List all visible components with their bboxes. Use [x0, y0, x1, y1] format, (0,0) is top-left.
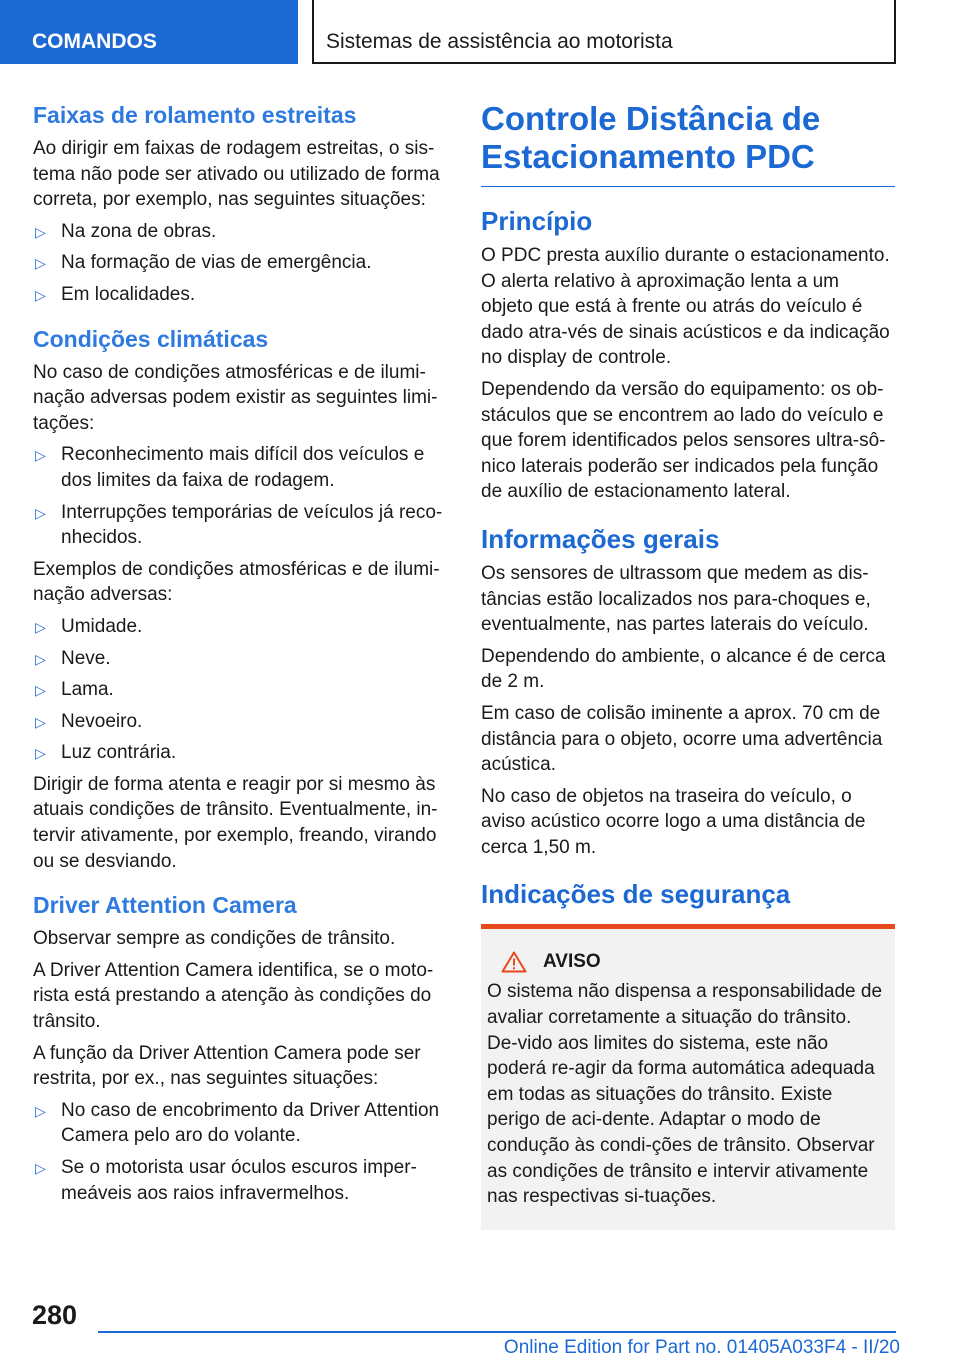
list-item: ▷ Interrupções temporárias de veículos já reco-nhecidos. [35, 501, 443, 549]
triangle-bullet-icon: ▷ [35, 286, 46, 303]
paragraph: No caso de condições atmosféricas e de ilumi-nação adversas podem existir as seguintes limi-tações: [33, 361, 438, 434]
triangle-bullet-icon: ▷ [35, 447, 46, 464]
triangle-bullet-icon: ▷ [35, 255, 46, 272]
warning-text: O sistema não dispensa a responsabilidade de avaliar corretamente a situação do trânsito. De-vido aos limites do sistema, este não poderá re-agir da forma automática adequada em todas as situações do trânsito. Existe perigo de aci-dente. Adaptar o modo de condução às condi-ções de trânsito. Observar as condições de trânsito e intervir ativamente nas respectivas si-tuações. [487, 981, 883, 1208]
list-item: ▷ No caso de encobrimento da Driver Attention Camera pelo aro do volante. [35, 1099, 440, 1147]
left-column [33, 100, 447, 1212]
page-title: Controle Distância de Estacionamento PDC [481, 100, 895, 187]
chapter-title: Sistemas de assistência ao motorista [312, 0, 896, 64]
warning-title [487, 949, 887, 975]
list-item: ▷ Nevoeiro. [33, 709, 447, 735]
paragraph: Dependendo do ambiente, o alcance é de cerca de 2 m. [481, 645, 886, 693]
triangle-bullet-icon: ▷ [35, 745, 46, 762]
list-item: ▷ Luz contrária. [33, 740, 447, 766]
heading-principle: Princípio [481, 206, 593, 236]
section-tab: COMANDOS [0, 0, 298, 64]
triangle-bullet-icon: ▷ [35, 682, 46, 699]
paragraph: Exemplos de condições atmosféricas e de ilumi-nação adversas: [33, 558, 440, 606]
page-number: 280 [32, 1300, 78, 1330]
heading-driver-camera: Driver Attention Camera [33, 892, 297, 919]
warning-box [481, 929, 895, 1229]
footer-edition: Online Edition for Part no. 01405A033F4 - II/20 [503, 1337, 900, 1358]
triangle-bullet-icon: ▷ [35, 1102, 46, 1119]
heading-general-info: Informações gerais [481, 523, 720, 554]
right-column [481, 100, 895, 1230]
list-item: ▷ Se o motorista usar óculos escuros imper-meáveis aos raios infravermelhos. [35, 1157, 417, 1204]
warning-label: AVISO [543, 951, 601, 973]
triangle-bullet-icon: ▷ [35, 1160, 46, 1176]
paragraph: Os sensores de ultrassom que medem as dis-tâncias estão localizados nos para-choques e, eventualmente, nas partes laterais do veículo. [481, 562, 871, 636]
bullet-list [33, 442, 447, 550]
list-item: ▷ Neve. [33, 646, 447, 672]
warning-triangle-icon [501, 951, 527, 973]
paragraph: Ao dirigir em faixas de rodagem estreitas, o sis-tema não pode ser ativado ou utilizado de forma correta, por exemplo, nas seguintes situações: [33, 138, 440, 211]
triangle-bullet-icon: ▷ [35, 618, 46, 635]
paragraph: No caso de objetos na traseira do veículo, o aviso acústico ocorre logo a uma distância de cerca 1,50 m. [481, 785, 866, 858]
paragraph: A função da Driver Attention Camera pode ser restrita, por ex., nas seguintes situações: [33, 1042, 421, 1090]
list-item: ▷ Lama. [33, 677, 447, 703]
bullet-list [33, 219, 447, 308]
triangle-bullet-icon: ▷ [35, 504, 46, 521]
bullet-list [33, 614, 447, 766]
triangle-bullet-icon: ▷ [35, 223, 46, 240]
paragraph: Dirigir de forma atenta e reagir por si mesmo às atuais condições de trânsito. Eventualmente, in-tervir ativamente, por exemplo, freando, virando ou se desviando. [33, 773, 438, 872]
paragraph: Em caso de colisão iminente a aprox. 70 cm de distância para o objeto, ocorre uma advertência acústica. [481, 702, 883, 776]
list-item: ▷ Reconhecimento mais difícil dos veículos e dos limites da faixa de rodagem. [35, 444, 425, 491]
list-item: ▷ Em localidades. [33, 282, 447, 308]
triangle-bullet-icon: ▷ [35, 713, 46, 730]
paragraph: Dependendo da versão do equipamento: os ob-stáculos que se encontrem ao lado do veículo e que forem identificados pelos sensores ultra-sô-nico laterais poderão ser indicados pela função de auxílio de estacionamento lateral. [481, 378, 886, 503]
heading-weather: Condições climáticas [33, 325, 269, 352]
bullet-list [33, 1098, 447, 1206]
list-item: ▷ Na formação de vias de emergência. [33, 250, 447, 276]
heading-safety: Indicações de segurança [481, 879, 791, 910]
paragraph: O PDC presta auxílio durante o estacionamento. O alerta relativo à aproximação lenta a um objeto que está à frente ou atrás do veículo é dado atra-vés de sinais acústicos e da indicação no display de controle. [481, 245, 890, 369]
triangle-bullet-icon: ▷ [35, 650, 46, 667]
paragraph: Observar sempre as condições de trânsito. [33, 928, 396, 950]
paragraph: A Driver Attention Camera identifica, se o moto-rista está prestando a atenção às condições do trânsito. [33, 959, 434, 1033]
list-item: ▷ Na zona de obras. [33, 219, 447, 245]
heading-narrow-lanes: Faixas de rolamento estreitas [33, 102, 357, 128]
footer-rule [98, 1331, 896, 1333]
list-item: ▷ Umidade. [33, 614, 447, 640]
